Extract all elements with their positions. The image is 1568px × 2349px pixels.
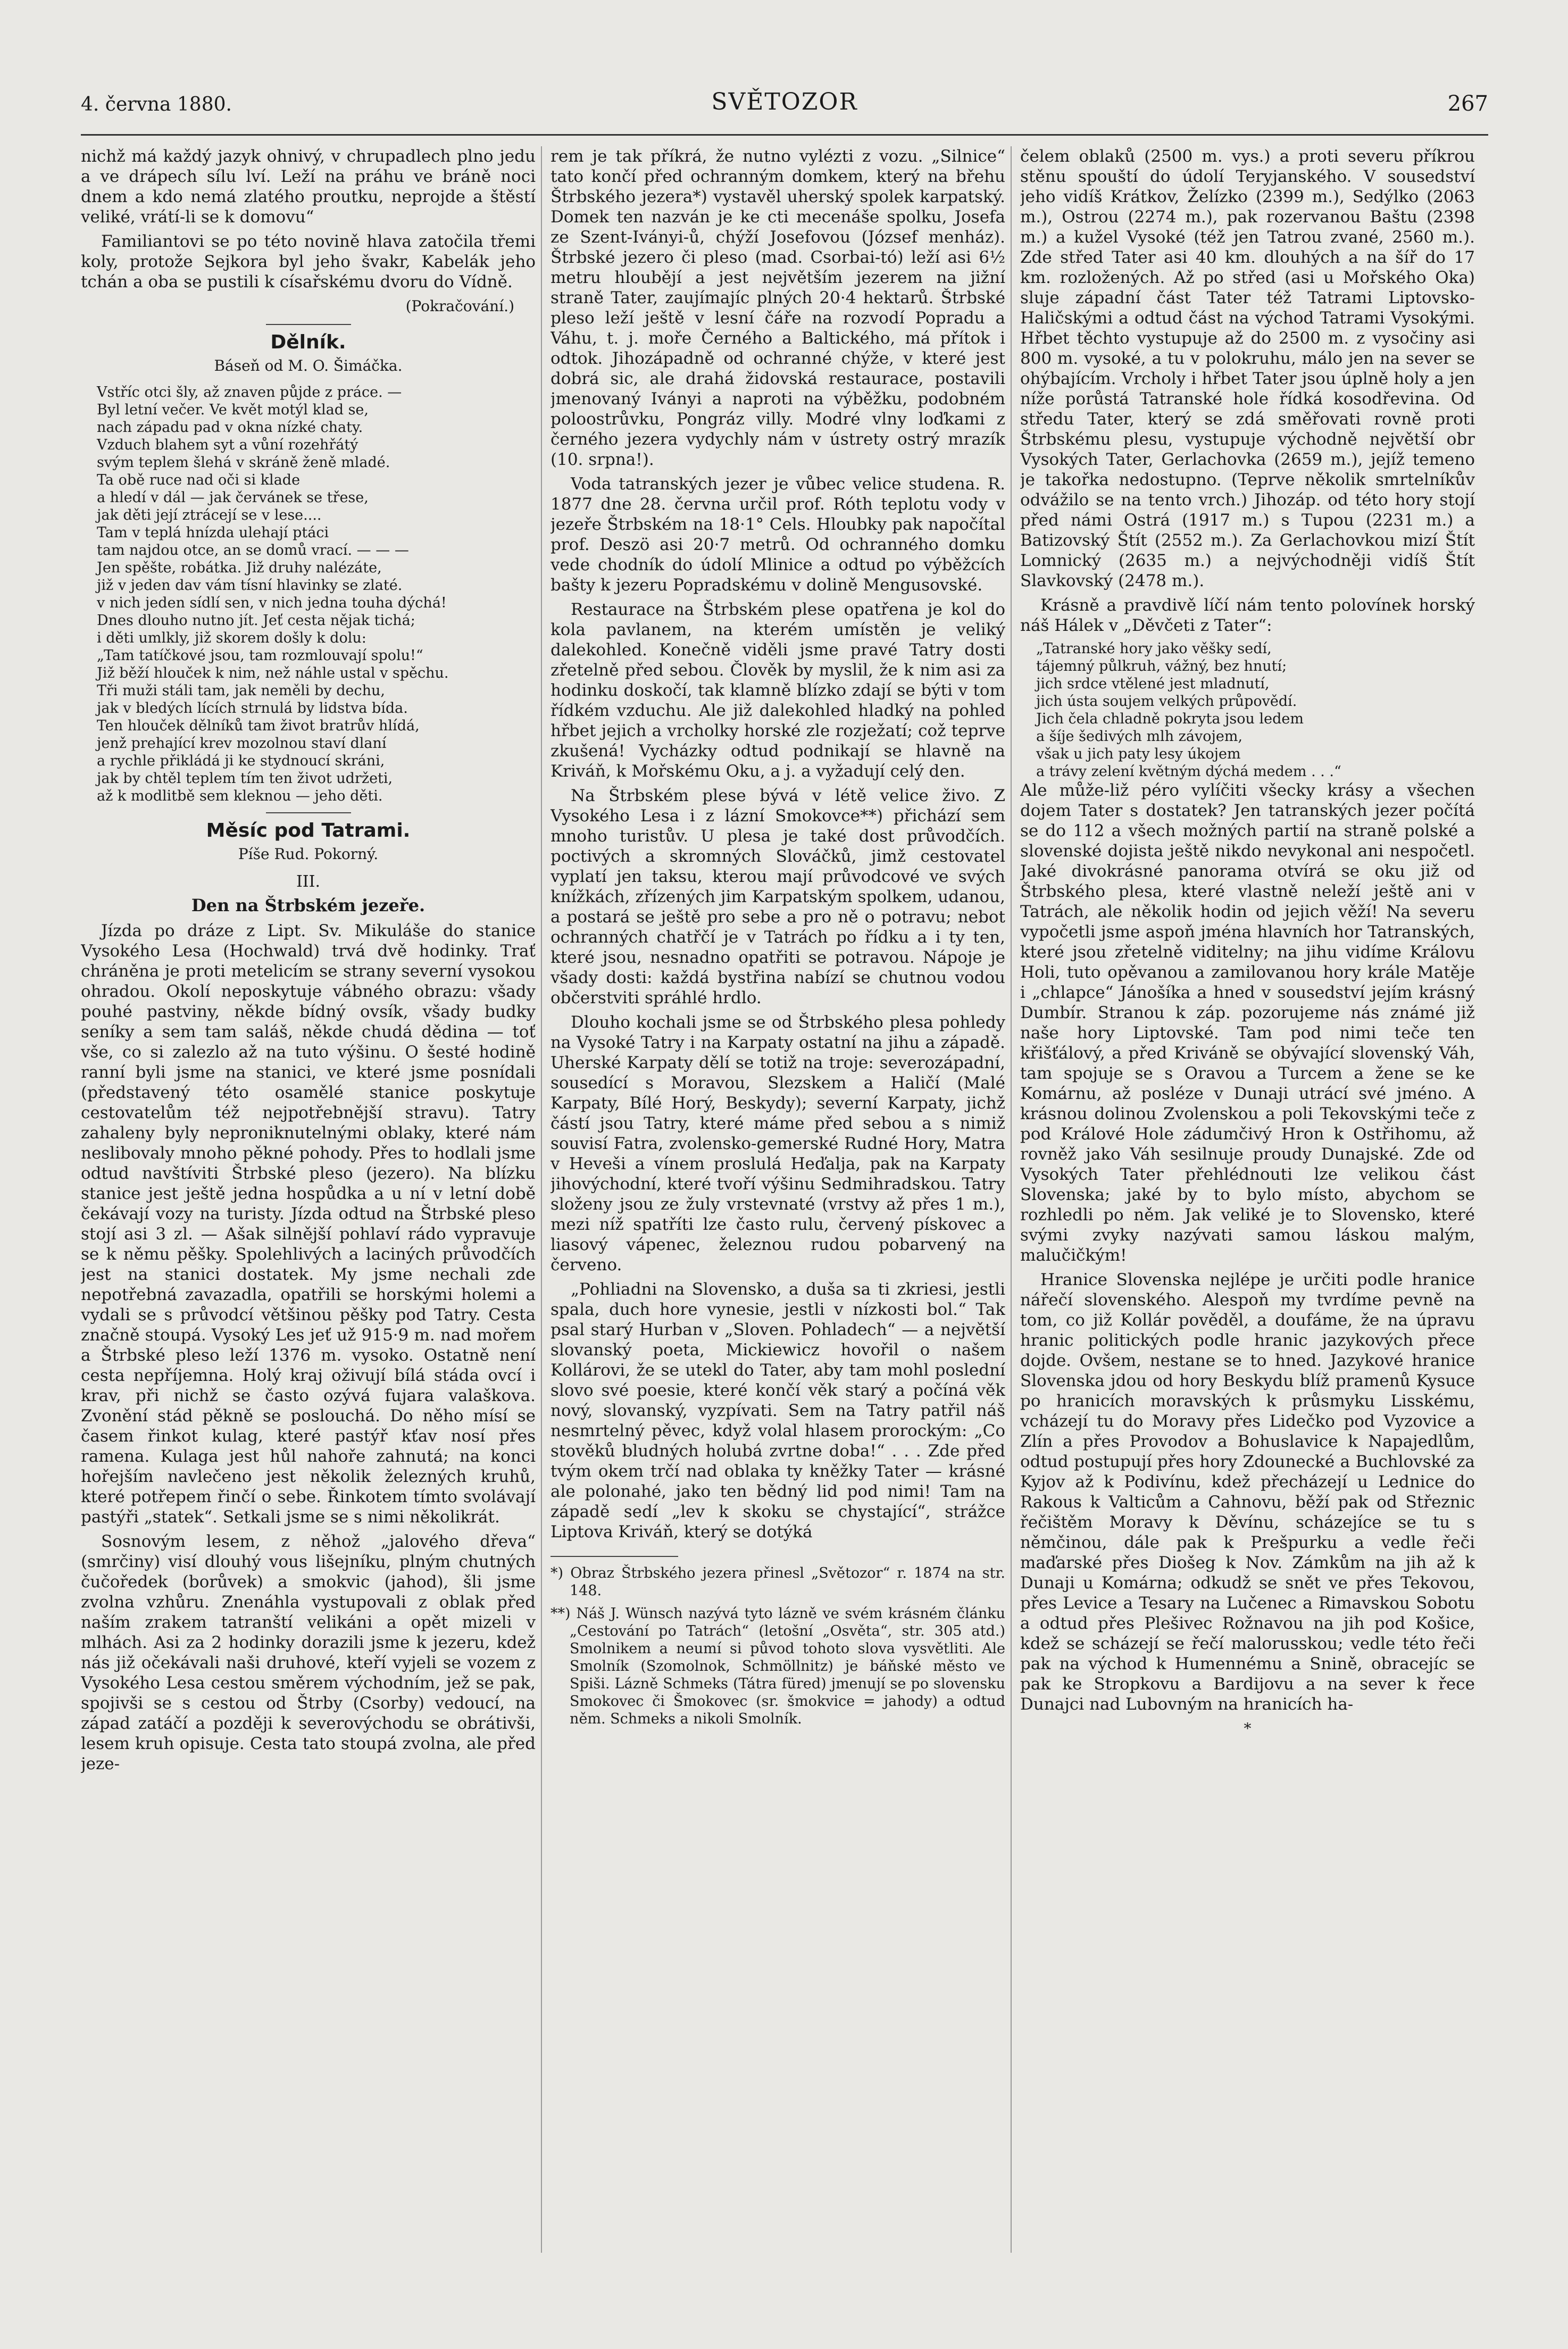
poem-line: „Tam tatíčkové jsou, tam rozmlouvají spolu!“ [97, 647, 423, 664]
continued-note: (Pokračování.) [405, 297, 514, 315]
column-divider [1011, 146, 1012, 2253]
part-number: III. [296, 872, 321, 891]
poem-line: Ten hlouček dělníků tam život bratrův hlídá, [97, 718, 420, 734]
separator [266, 812, 351, 813]
body-paragraph: Restaurace na Štrbském plese opatřena je kol do kola pavlanem, na kterém umístěn je veliký dalekohled. Konečně viděli jsme pravé Tatry dosti zřetelně před sebou. Člověk by myslil, že k nim asi za hodinku doskočí, tak klamně blízko zdají se býti v tom řídkém vzduchu. Ale již dalekohled hladký na pohled hřbet jejich a vrcholky horské zle rozježatí; což teprve zkušená! Vycházky odtud podnikají se hlavně na Kriváň, k Mořskému Oku, a j. a vyžadují celý den. [551, 600, 1005, 781]
poem-line: a hledí v dál — jak červánek se třese, [97, 489, 369, 506]
poem-line: jak v bledých lících strnulá by lidstva bída. [97, 700, 408, 717]
column-3 [1020, 146, 1475, 2274]
poem-line: svým teplem šlehá v skráně ženě mladé. [97, 454, 390, 471]
poem-line: „Tatranské hory jako věšky sedí, [1036, 640, 1272, 657]
poem-line: jak děti její ztrácejí se v lese.... [97, 507, 322, 523]
poem-line: i děti umlkly, již skorem došly k dolu: [97, 630, 366, 646]
poem-line: nach západu pad v okna nízké chaty. [97, 419, 363, 436]
poem-line: a šíje šedivých mlh závojem, [1036, 728, 1243, 745]
body-paragraph: Jízda po dráze z Lipt. Sv. Mikuláše do stanice Vysokého Lesa (Hochwald) trvá dvě hodinky. Trať chráněna je proti metelicím se strany severní vysokou ohradou. Okolí neposkytuje vábného obrazu: všady pouhé pastviny, někde bídný ovsík, všady budky seníky a sem tam saláš, někde chudá dědina — toť vše, co si zalezlo až na tuto výšinu. O šesté hodině ranní byli jsme na stanici, ve které jsme posnídali (představený této osamělé stanice poskytuje cestovatelům též nejpotřebnější stravu). Tatry zahaleny byly neproniknutelnými oblaky, které nám neslibovaly mnoho pěkné pohody. Přes to hodlali jsme odtud navštíviti Štrbské pleso (jezero). Na blízku stanice jest ještě jedna hospůdka a u ní v letní době čekávají vozy na turisty. Jízda odtud na Štrbské pleso stojí asi 3 zl. — Ašak silnější pohlaví rádo vypravuje se k němu pěšky. Spolehlivých a laciných průvodčích jest na stanici dostatek. My jsme nechali zde nepotřebná zavazadla, opatřili se horskými holemi a vydali se s průvodcí většinou pěšky pod Tatry. Cesta značně stoupá. Vysoký Les jeť už 915·9 m. nad mořem a Štrbské pleso leží 1376 m. vysoko. Ostatně není cesta nepříjemna. Holý kraj oživují bílá stáda ovcí i krav, při nichž se často ozývá fujara valaškova. Zvonění stád pěkně se poslouchá. Do něho mísí se časem řinkot kulag, které pastýř kťav nosí přes ramena. Kulaga jest hůl nahoře zahnutá; na konci hořejším navlečeno jest několik železných kruhů, které potřepem řinčí o sebe. Řinkotem tímto svolávají pastýři „statek“. Setkali jsme se s nimi několikrát. [81, 921, 536, 1527]
header-date: 4. června 1880. [81, 94, 232, 115]
body-paragraph: Voda tatranských jezer je vůbec velice studena. R. 1877 dne 28. června určil prof. Róth teplotu vody v jezeře Štrbském na 18·1° Cels. Hloubky pak napočítal prof. Deszö asi 20·7 metrů. Od ochranného domku vede chodník do údolí Mlinice a odtud po výběžcích bašty k jezeru Popradskému v dolině Mengusovské. [551, 474, 1005, 595]
footnote: *) Obraz Štrbského jezera přinesl „Světozor“ r. 1874 na str. 148. [551, 1565, 1005, 1599]
body-paragraph: Hranice Slovenska nejlépe je určiti podle hranice nářečí slovenského. Alespoň my tvrdíme pevně na tom, co již Kollár pověděl, a doufáme, že na úpravu hranic politických podle hranic jazykových přece dojde. Ovšem, nestane se to hned. Jazykové hranice Slovenska jdou od hory Beskydu blíž pramenů Kysuce po hranicích moravských k průsmyku Lisskému, vcházejí tu do Moravy přes Lidečko pod Vyzovice a Zlín a přes Provodov a Bohuslavice k Napajedlům, odtud postupují přes hory Zdounecké a Buchlovské za Kyjov až k Podivínu, kdež přecházejí u Lednice do Rakous k Valticům a Cahnovu, běží pak od Střeznic řečištěm Moravy k Děvínu, scházejíce se tu s němčinou, dále pak k Prešpurku a vedle řeči maďarské přes Diošeg k Nov. Zámkům na jih až k Dunaji u Komárna; odkudž se snět ve přes Tekovou, přes Levice a Tesary na Lučenec a Rimavskou Sobotu a odtud přes Plešivec Rožnavou na jih pod Košice, kdež se scházejí se řečí malorusskou; vedle této řeči pak na východ k Humennému a Snině, obracejíc se pak ke Stropkovu a Bardijovu a na sever k řece Dunajci nad Lubovným na hranicích ha- [1020, 1270, 1475, 1714]
poem-line: Vstříc otci šly, až znaven půjde z práce. — [97, 384, 402, 401]
end-asterisk: * [1244, 1720, 1252, 1737]
footnote-rule [551, 1556, 678, 1557]
article-title: Měsíc pod Tatrami. [206, 820, 411, 842]
poem-line: Tam v teplá hnízda ulehají ptáci [97, 524, 329, 541]
poem-line: a trávy zelení květným dýchá medem . . .“ [1036, 763, 1341, 780]
page-number: 267 [1447, 91, 1488, 116]
quoted-poem [1036, 640, 1475, 780]
column-2 [551, 146, 1005, 2274]
poem-line: tam najdou otce, an se domů vrací. — — — [97, 542, 409, 559]
poem-line: Dnes dlouho nutno jít. Jeť cesta nějak tichá; [97, 612, 415, 629]
poem-line: a rychle přikládá ji ke stydnoucí skráni, [97, 753, 385, 769]
section-title: Den na Štrbském jezeře. [191, 895, 426, 915]
header-title: SVĚTOZOR [711, 88, 858, 115]
poem-line: v nich jeden sídlí sen, v nich jedna touha dýchá! [97, 595, 447, 611]
poem-line: jak by chtěl teplem tím ten život udržeti, [97, 770, 393, 787]
poem-title: Dělník. [270, 331, 346, 353]
column-1 [81, 146, 536, 2274]
poem-line: tájemný půlkruh, vážný, bez hnutí; [1036, 658, 1287, 674]
article-author: Píše Rud. Pokorný. [238, 845, 379, 863]
header-rule [81, 134, 1488, 136]
body-paragraph: Sosnovým lesem, z něhož „jalového dřeva“ (smrčiny) visí dlouhý vous lišejníku, plným chutných čučoředek (borůvek) a smokvic (jahod), šli jsme zvolna vzhůru. Znenáhla vystupovali z oblak před naším zrakem tatranští velikáni a opět mizeli v mlhách. Asi za 2 hodinky dorazili jsme k jezeru, kdež nás již očekávali naši druhové, kteří vyjeli se vozem z Vysokého Lesa cestou směrem východním, jež se pak, spojivši se s cestou od Štrby (Csorby) vedoucí, na západ zatáčí a později k severovýchodu se obrátivši, lesem kruh opisuje. Cesta tato stoupá zvolna, ale před jeze- [81, 1532, 536, 1773]
page-header [81, 85, 1488, 128]
poem-line: Vzduch blahem syt a vůní rozehřátý [97, 437, 358, 453]
poem-line: již v jeden dav vám tísní hlavinky se zlaté. [97, 577, 403, 594]
body-paragraph: „Pohliadni na Slovensko, a duša sa ti zkriesi, jestli spala, duch hore vynesie, jestli v nízkosti bol.“ Tak psal starý Hurban v „Sloven. Pohladech“ — a největší slovanský poeta, Mickiewicz hovořil o našem Kollárovi, že se utekl do Tater, aby tam mohl poslední slovo své poesie, které končí věk starý a počíná věk nový, slovanský, vyzpívati. Sem na Tatry patřil náš nesmrtelný pěvec, když volal hlasem prorockým: „Co stověků bludných holubá zvrtne doba!“ . . . Zde před tvým okem trčí nad oblaka ty kněžky Tater — krásné ale polonahé, jako ten bědný lid pod nimi! Tam na západě sedí „lev k skoku se chystající“, strážce Liptova Kriváň, který se dotýká [551, 1280, 1005, 1542]
body-paragraph: Krásně a pravdivě líčí nám tento polovínek horský náš Hálek v „Děvčeti z Tater“: [1020, 596, 1475, 635]
poem-line: až k modlitbě sem kleknou — jeho děti. [97, 788, 383, 804]
poem-line: Již běží hlouček k nim, než náhle ustal v spěchu. [97, 665, 449, 681]
body-paragraph: Na Štrbském plese bývá v létě velice živo. Z Vysokého Lesa i z lázní Smokovce**) přichází sem mnoho turistův. U plesa je také dost průvodčích. poctivých a skromných Slováčků, jimž cestovatel vyplatí jen taksu, kterou mají průvodcové ve svých knížkách, zřízených jim Karpatským spolkem, udanou, a postará se ještě pro sebe a pro ně o potravu; nebot ochranných chatřčí je v Tatrách po řídku a i ty ten, které jsou, nesnadno opatřiti se potravou. Nápoje je všady dosti: každá bystřina nabízí se chutnou vodou občerstviti spráhlé hrdlo. [551, 786, 1005, 1007]
body-paragraph: Ale může-liž péro vylíčiti všecky krásy a všechen dojem Tater s dostatek? Jen tatranských jezer počítá se do 112 a všech možných partií na straně polské a slovenské dojista ještě nikdo nevykonal ani nespočetl. Jaké divokrásné panorama otvírá se oku již od Štrbského plesa, které vlastně neleží ještě ani v Tatrách, ale několik hodin od jejich věží! Na severu vypočetli jsme aspoň jména hlavních hor Tatranských, které jsou zřetelně viditelny; na jihu vidíme Královu Holi, tuto opěvanou a zamilovanou hory krále Matěje i „chlapce“ Jánošíka a hned v sousedství jejím krásný Dumbír. Stranou k záp. pozorujeme nás známé již naše hory Liptovské. Tam pod nimi teče ten křišťálový, a před Kriváně se obývající slovenský Váh, tam spojuje se s Oravou a Turcem a žene se ke Komárnu, až posléze v Dunaji utrácí své jméno. A krásnou dolinou Zvolenskou a poli Tekovskými teče z pod Králové Hole zádumčivý Hron k Ostřihomu, až rovněž jako Váh sesilnuje proudy Dunajské. Zde od Vysokých Tater přehlédnouti lze velikou část Slovenska; jaké by to bylo místo, abychom se rozhledli po něm. Jak veliké je to Slovensko, které svými zvyky nazývati samou láskou malým, malučičkým! [1020, 781, 1475, 1265]
footnote: **) Náš J. Wünsch nazývá tyto lázně ve svém krásném článku „Cestování po Tatrách“ (letošní „Osvěta“, str. 305 atd.) Smolnikem a neumí si původ tohoto slova vysvětliti. Ale Smolník (Szomolnok, Schmöllnitz) je báňské město ve Spiši. Lázně Schmeks (Tátra füred) jmenují se po slovensku Smokovec či Šmokovec (sr. šmokvice = jahody) a odtud něm. Schmeks a nikoli Smolník. [551, 1605, 1005, 1727]
poem-line: jich ústa soujem velkých průpovědí. [1036, 693, 1297, 710]
poem-line: Byl letní večer. Ve květ motýl klad se, [97, 402, 369, 418]
poem-author: Báseň od M. O. Šimáčka. [214, 357, 403, 374]
poem-line: však u jich paty lesy úkojem [1036, 746, 1241, 762]
intro-paragraph: Familiantovi se po této novině hlava zatočila třemi koly, protože Sejkora byl jeho švakr, Kabelák jeho tchán a oba se pustili k císařskému dvoru do Vídně. [81, 232, 536, 291]
column-divider [541, 146, 542, 2253]
body-paragraph: Dlouho kochali jsme se od Štrbského plesa pohledy na Vysoké Tatry i na Karpaty ostatní na jihu a západě. Uherské Karpaty dělí se totiž na troje: severozápadní, sousedící s Moravou, Slezskem a Haličí (Malé Karpaty, Bílé Horý, Beskydy); severní Karpaty, jichž částí jsou Tatry, které máme před sebou a s nimiž souvisí Fatra, zvolensko-gemerské Rudné Hory, Matra v Heveši a vínem proslulá Heďalja, pak na Karpaty jihovýchodní, které tvoří výšinu Sedmihradskou. Tatry složeny jsou ze žuly vrstevnaté (vrstvy až přes 1 m.), mezi níž spatříti lze často rulu, červený pískovec a liasový vápenec, železnou rudou pobarvený na červeno. [551, 1013, 1005, 1275]
body-paragraph: rem je tak příkrá, že nutno vylézti z vozu. „Silnice“ tato končí před ochranným domkem, který na břehu Štrbského jezera*) vystavěl uherský spolek karpatský. Domek ten nazván je ke cti mecenáše spolku, Josefa ze Szent-Iványi-ů, chýží Josefovou (József menház). Štrbské jezero či pleso (mad. Csorbai-tó) leží asi 6½ metru hloubějí a jest největším jezerem na jižní straně Tater, zaujímajíc plných 20·4 hektarů. Štrbské pleso leží ještě v lesní čáře na rozvodí Popradu a Váhu, t. j. moře Černého a Baltického, má přítok i odtok. Jihozápadně od ochranné chýže, v které jest dobrá sic, ale drahá židovská restaurace, postavili jmenovaný Iványi a naproti na výběžku, podobném poloostrůvku, Pongráz villy. Modré vlny loďkami z černého jezera vydychly nám v ústrety ostrý mrazík (10. srpna!). [551, 147, 1005, 469]
intro-paragraph: nichž má každý jazyk ohnivý, v chrupadlech plno jedu a ve drápech sílu lví. Leží na práhu ve bráně noci dnem a kdo nemá zlatého proutku, neprojde a štěstí veliké, vrátí-li se k domovu“ [81, 147, 536, 227]
poem-line: Tři muži stáli tam, jak neměli by dechu, [97, 682, 386, 699]
poem-line: Jen spěšte, robátka. Již druhy nalézáte, [97, 560, 382, 576]
poem [97, 384, 536, 805]
poem-line: Ta obě ruce nad oči si klade [97, 472, 301, 488]
separator [266, 324, 351, 325]
body-paragraph: čelem oblaků (2500 m. vys.) a proti severu příkrou stěnu spouští do údolí Teryjanského. V sousedství jeho vidíš Krátkov, Želízko (2399 m.), Sedýlko (2063 m.), Ostrou (2274 m.), pak rozervanou Baštu (2398 m.) a kužel Vysoké (též jen Tatrou zvané, 2560 m.). Zde střed Tater asi 40 km. dlouhých a na šíř do 17 km. rozložených. Až po střed (asi u Mořského Oka) sluje západní část Tater též Tatrami Liptovsko-Haličskými a odtud část na východ Tatrami Vysokými. Hřbet těchto vystupuje až do 2500 m. z vysočiny asi 800 m. vysoké, a tu v polokruhu, málo jen na sever se ohýbajícím. Vrcholy i hřbet Tater jsou úplně holy a jen níže porůstá Tatranské hole řídká kosodřevina. Od středu Tater, který se zdá směřovati rovně proti Štrbskému plesu, vystupuje východně největší obr Vysokých Tater, Gerlachovka (2659 m.), jejíž temeno je takořka nedostupno. (Teprve několik smrtelníkův odvážilo se na tento vrch.) Jihozáp. od této hory stojí před námi Ostrá (1917 m.) s Tupou (2231 m.) a Batizovský Štít (2552 m.). Za Gerlachovkou mizí Štít Lomnický (2635 m.) a nejvýchodněji vidíš Štít Slavkovský (2478 m.). [1020, 147, 1475, 590]
poem-line: jenž prehající krev mozolnou staví dlaní [97, 735, 387, 752]
poem-line: Jich čela chladně pokryta jsou ledem [1036, 711, 1304, 727]
poem-line: jich srdce vtělené jest mladnutí, [1036, 676, 1270, 692]
